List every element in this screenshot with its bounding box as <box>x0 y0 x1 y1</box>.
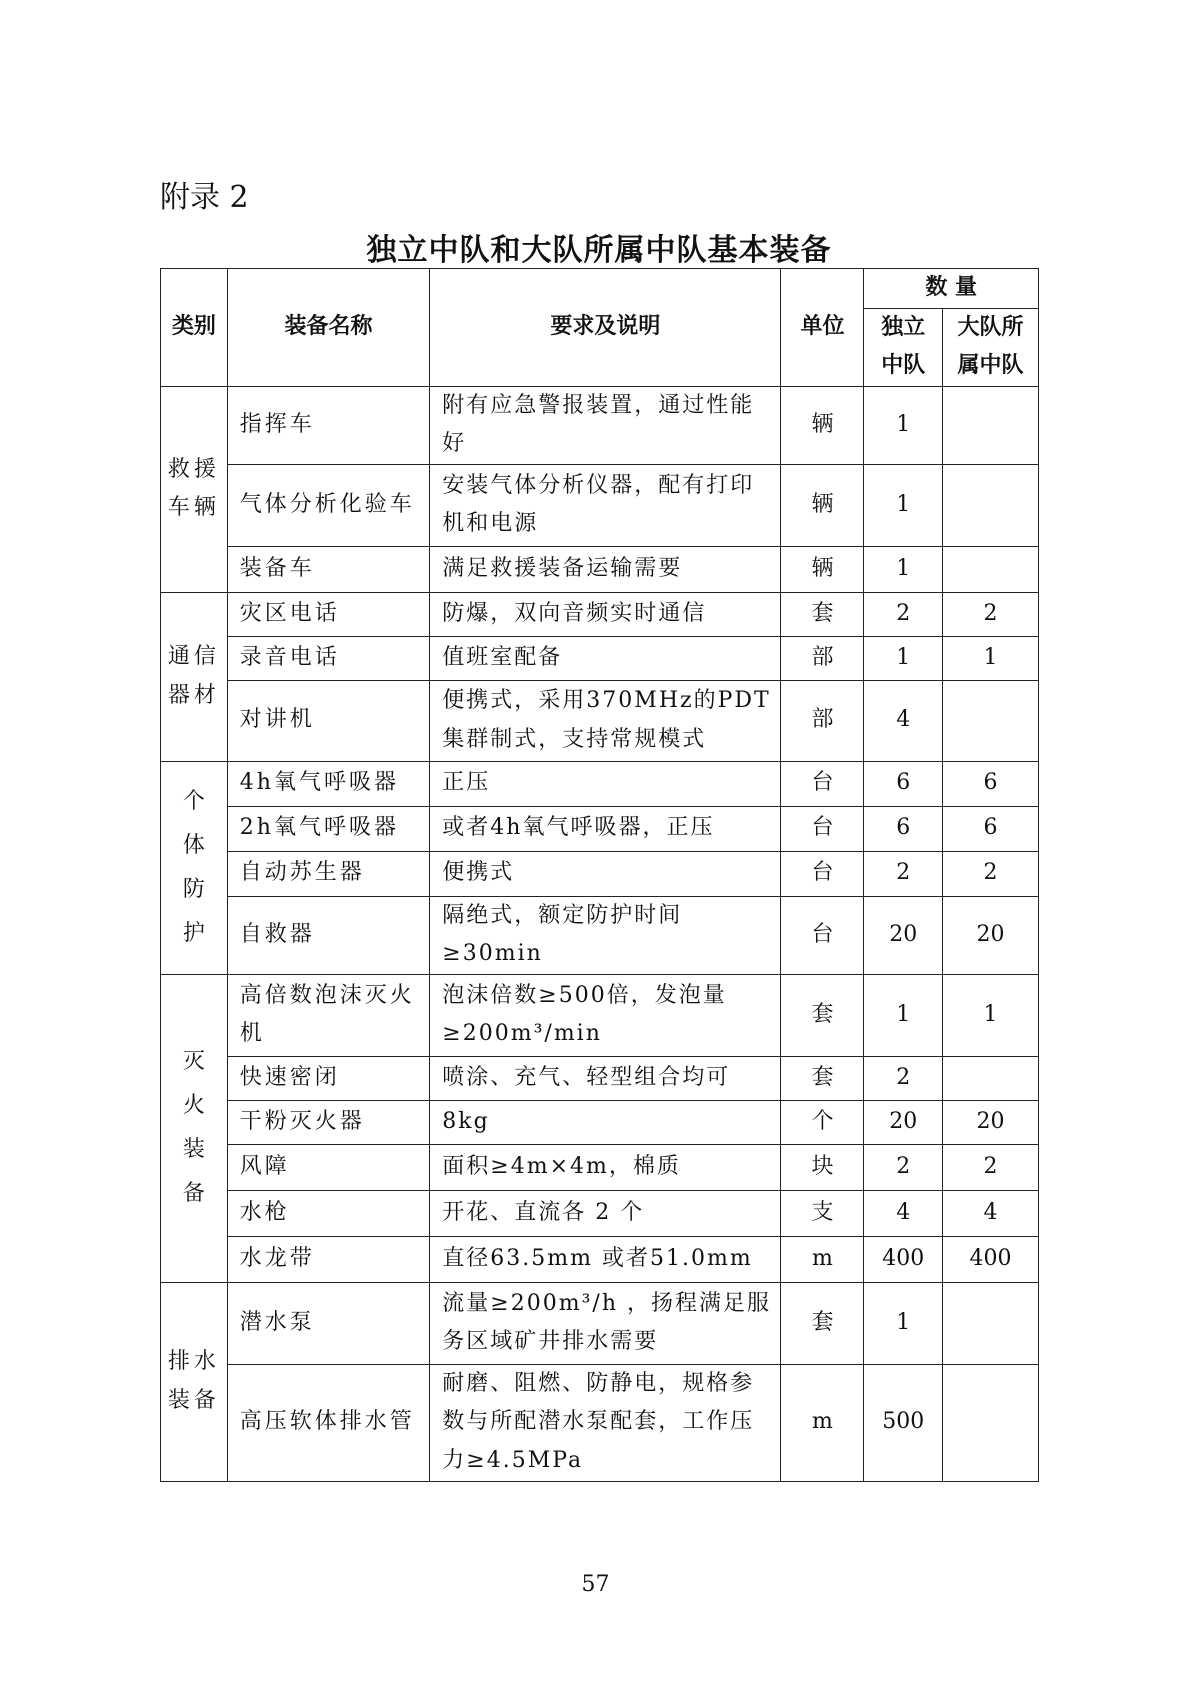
qty-independent: 6 <box>864 806 943 851</box>
table-row <box>161 974 1039 1056</box>
header-quantity: 数 量 <box>864 269 1039 309</box>
header-row <box>161 269 1039 309</box>
table-row <box>161 1190 1039 1236</box>
qty-independent: 1 <box>864 1282 943 1364</box>
unit-cell: 个 <box>781 1100 864 1144</box>
qty-independent: 1 <box>864 636 943 680</box>
requirement-desc: 面积≥4m×4m，棉质 <box>430 1144 781 1190</box>
qty-independent: 20 <box>864 896 943 974</box>
appendix-label: 附录 <box>160 180 220 215</box>
requirement-desc: 附有应急警报装置，通过性能好 <box>430 386 781 464</box>
qty-independent: 2 <box>864 851 943 896</box>
unit-cell: 套 <box>781 974 864 1056</box>
requirement-desc: 开花、直流各 2 个 <box>430 1190 781 1236</box>
header-category: 类别 <box>161 269 228 387</box>
qty-independent: 2 <box>864 1056 943 1100</box>
header-name: 装备名称 <box>227 269 430 387</box>
table-row <box>161 636 1039 680</box>
equipment-name: 风障 <box>227 1144 430 1190</box>
equipment-table <box>160 268 1039 1482</box>
qty-independent: 4 <box>864 680 943 761</box>
unit-cell: 套 <box>781 592 864 636</box>
qty-brigade: 2 <box>943 851 1039 896</box>
category-label: 装 <box>182 1137 205 1162</box>
header-q2: 大队所 属中队 <box>943 308 1039 386</box>
appendix-heading <box>160 172 249 216</box>
qty-brigade: 20 <box>943 896 1039 974</box>
qty-independent: 400 <box>864 1236 943 1282</box>
page-title: 独立中队和大队所属中队基本装备 <box>366 233 832 268</box>
unit-cell: 台 <box>781 806 864 851</box>
qty-independent: 500 <box>864 1364 943 1481</box>
table-row <box>161 761 1039 806</box>
requirement-desc: 满足救援装备运输需要 <box>430 546 781 592</box>
unit-cell: 台 <box>781 896 864 974</box>
requirement-desc: 喷涂、充气、轻型组合均可 <box>430 1056 781 1100</box>
table-row <box>161 592 1039 636</box>
qty-brigade <box>943 464 1039 546</box>
category-label: 灭 <box>182 1049 205 1074</box>
requirement-desc: 安装气体分析仪器，配有打印机和电源 <box>430 464 781 546</box>
qty-brigade <box>943 1364 1039 1481</box>
category-cell <box>161 761 228 974</box>
qty-brigade <box>943 1282 1039 1364</box>
requirement-desc: 隔绝式，额定防护时间≥30min <box>430 896 781 974</box>
qty-independent: 1 <box>864 386 943 464</box>
category-label: 护 <box>182 920 205 946</box>
equipment-name: 录音电话 <box>227 636 430 680</box>
unit-cell: m <box>781 1364 864 1481</box>
requirement-desc: 8kg <box>430 1100 781 1144</box>
requirement-desc: 或者4h氧气呼吸器，正压 <box>430 806 781 851</box>
equipment-name: 高压软体排水管 <box>227 1364 430 1481</box>
equipment-name: 高倍数泡沫灭火机 <box>227 974 430 1056</box>
category-label: 防 <box>182 876 205 902</box>
table-row <box>161 680 1039 761</box>
unit-cell: 台 <box>781 851 864 896</box>
category-label: 车辆 <box>167 495 220 520</box>
qty-brigade <box>943 1056 1039 1100</box>
category-cell <box>161 974 228 1282</box>
requirement-desc: 防爆，双向音频实时通信 <box>430 592 781 636</box>
category-label: 救援 <box>167 456 220 482</box>
category-label: 个 <box>182 788 205 814</box>
table-row <box>161 1056 1039 1100</box>
table-row <box>161 806 1039 851</box>
table-row <box>161 851 1039 896</box>
equipment-name: 快速密闭 <box>227 1056 430 1100</box>
unit-cell: 块 <box>781 1144 864 1190</box>
category-label: 装备 <box>167 1387 220 1413</box>
qty-brigade: 6 <box>943 761 1039 806</box>
requirement-desc: 流量≥200m³/h ，扬程满足服务区域矿井排水需要 <box>430 1282 781 1364</box>
table-row <box>161 386 1039 464</box>
qty-brigade: 1 <box>943 974 1039 1056</box>
equipment-name: 4h氧气呼吸器 <box>227 761 430 806</box>
table-row <box>161 1364 1039 1481</box>
equipment-name: 灾区电话 <box>227 592 430 636</box>
requirement-desc: 值班室配备 <box>430 636 781 680</box>
qty-brigade: 400 <box>943 1236 1039 1282</box>
table-row <box>161 896 1039 974</box>
requirement-desc: 正压 <box>430 761 781 806</box>
category-label: 体 <box>182 832 205 858</box>
qty-brigade: 1 <box>943 636 1039 680</box>
requirement-desc: 便携式 <box>430 851 781 896</box>
category-cell <box>161 386 228 592</box>
qty-brigade <box>943 680 1039 761</box>
table-row <box>161 1100 1039 1144</box>
header-unit: 单位 <box>781 269 864 387</box>
qty-brigade <box>943 546 1039 592</box>
unit-cell: 支 <box>781 1190 864 1236</box>
header-desc: 要求及说明 <box>430 269 781 387</box>
table-row <box>161 1144 1039 1190</box>
category-label: 排水 <box>167 1349 220 1374</box>
equipment-name: 自救器 <box>227 896 430 974</box>
requirement-desc: 直径63.5mm 或者51.0mm <box>430 1236 781 1282</box>
unit-cell: 套 <box>781 1056 864 1100</box>
qty-brigade: 2 <box>943 592 1039 636</box>
equipment-name: 自动苏生器 <box>227 851 430 896</box>
appendix-number: 2 <box>229 180 249 215</box>
qty-independent: 6 <box>864 761 943 806</box>
qty-brigade: 6 <box>943 806 1039 851</box>
equipment-name: 指挥车 <box>227 386 430 464</box>
equipment-name: 对讲机 <box>227 680 430 761</box>
equipment-name: 装备车 <box>227 546 430 592</box>
equipment-name: 潜水泵 <box>227 1282 430 1364</box>
category-label: 器材 <box>167 682 220 708</box>
equipment-name: 2h氧气呼吸器 <box>227 806 430 851</box>
qty-brigade: 4 <box>943 1190 1039 1236</box>
qty-independent: 2 <box>864 592 943 636</box>
requirement-desc: 泡沫倍数≥500倍，发泡量≥200m³/min <box>430 974 781 1056</box>
requirement-desc: 便携式，采用370MHz的PDT集群制式，支持常规模式 <box>430 680 781 761</box>
requirement-desc: 耐磨、阻燃、防静电，规格参数与所配潜水泵配套，工作压力≥4.5MPa <box>430 1364 781 1481</box>
unit-cell: 台 <box>781 761 864 806</box>
category-cell <box>161 592 228 761</box>
unit-cell: 部 <box>781 680 864 761</box>
unit-cell: 辆 <box>781 386 864 464</box>
unit-cell: 部 <box>781 636 864 680</box>
category-label: 通信 <box>167 644 220 669</box>
qty-independent: 20 <box>864 1100 943 1144</box>
qty-independent: 4 <box>864 1190 943 1236</box>
equipment-name: 水龙带 <box>227 1236 430 1282</box>
table-row <box>161 464 1039 546</box>
qty-independent: 1 <box>864 464 943 546</box>
equipment-name: 水枪 <box>227 1190 430 1236</box>
table-row <box>161 546 1039 592</box>
unit-cell: 辆 <box>781 546 864 592</box>
header-q1: 独立 中队 <box>864 308 943 386</box>
qty-brigade <box>943 386 1039 464</box>
qty-independent: 1 <box>864 546 943 592</box>
unit-cell: m <box>781 1236 864 1282</box>
category-cell <box>161 1282 228 1481</box>
equipment-name: 气体分析化验车 <box>227 464 430 546</box>
qty-brigade: 20 <box>943 1100 1039 1144</box>
category-label: 备 <box>182 1181 205 1206</box>
page-number: 57 <box>581 1572 610 1597</box>
unit-cell: 辆 <box>781 464 864 546</box>
qty-independent: 2 <box>864 1144 943 1190</box>
table-row <box>161 1282 1039 1364</box>
table-row <box>161 1236 1039 1282</box>
equipment-name: 干粉灭火器 <box>227 1100 430 1144</box>
qty-brigade: 2 <box>943 1144 1039 1190</box>
category-label: 火 <box>182 1093 205 1118</box>
unit-cell: 套 <box>781 1282 864 1364</box>
qty-independent: 1 <box>864 974 943 1056</box>
